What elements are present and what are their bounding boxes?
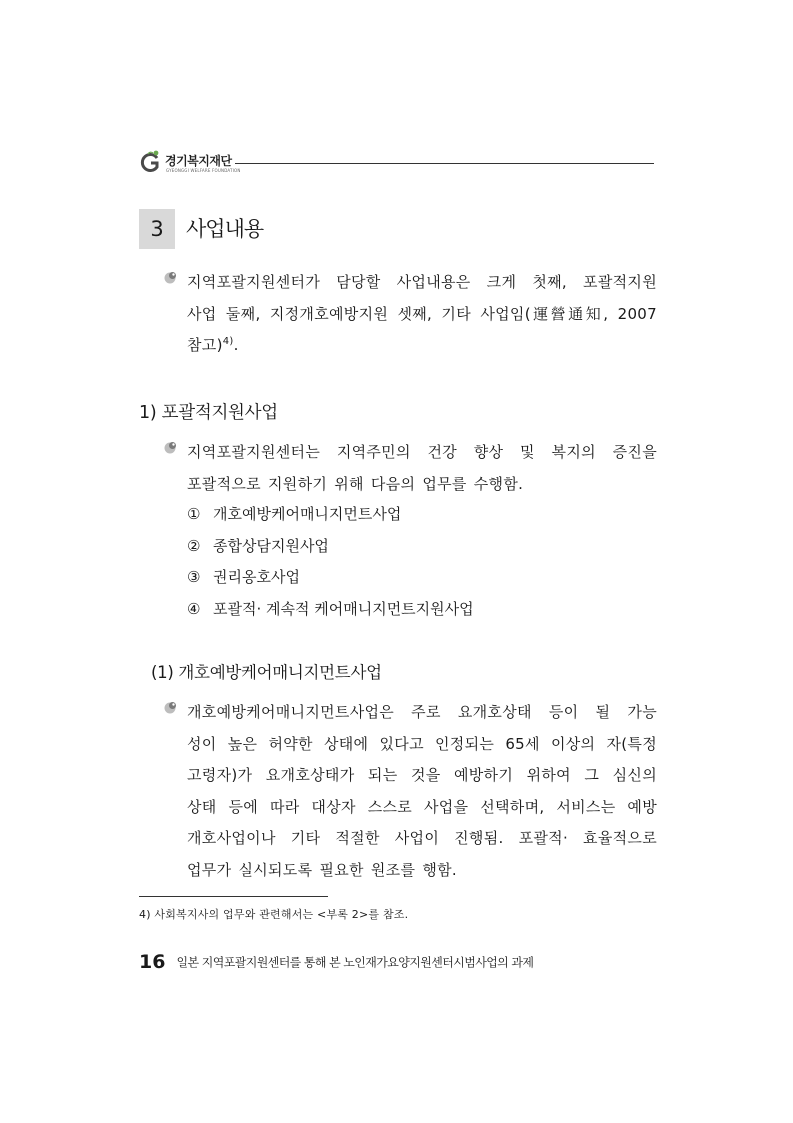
- subsection-heading-1-1: (1) 개호예방케어매니지먼트사업: [151, 663, 382, 682]
- intro-line-3-text: 참고): [187, 336, 223, 354]
- list-item-label: 권리옹호사업: [213, 568, 300, 586]
- page-footer: [139, 951, 533, 973]
- running-title: 일본 지역포괄지원센터를 통해 본 노인재가요양지원센터시범사업의 과제: [176, 955, 534, 970]
- intro-line-2: 사업 둘째, 지정개호예방지원 셋째, 기타 사업임(運營通知, 2007: [187, 304, 657, 323]
- page-number: 16: [139, 951, 166, 973]
- subsection-1-line-1: 지역포괄지원센터는 지역주민의 건강 향상 및 복지의 증진을: [187, 443, 657, 461]
- list-item-label: 개호예방케어매니지먼트사업: [213, 505, 402, 523]
- subsection-1-1-line-4: 상태 등에 따라 대상자 스스로 사업을 선택하며, 서비스는 예방: [187, 797, 657, 816]
- foundation-logo-icon: [139, 150, 161, 174]
- intro-line-1: 지역포괄지원센터가 담당할 사업내용은 크게 첫째, 포괄적지원: [187, 273, 657, 291]
- list-item: [187, 594, 474, 626]
- bullet-icon: [163, 700, 178, 715]
- list-item-number: ③: [187, 568, 201, 586]
- subsection-1-1-line-3: 고령자)가 요개호상태가 되는 것을 예방하기 위하여 그 심신의: [187, 766, 657, 784]
- footnote-ref: 4): [222, 336, 234, 347]
- list-item-label: 포괄적· 계속적 케어매니지먼트지원사업: [213, 599, 474, 618]
- footnote: 4) 사회복지사의 업무와 관련해서는 <부록 2>를 참조.: [139, 908, 409, 921]
- intro-line-3: [187, 330, 657, 362]
- subsection-heading-1: 1) 포괄적지원사업: [139, 403, 278, 423]
- footnote-rule: [139, 896, 328, 897]
- subsection-1-1-paragraph: [163, 697, 657, 886]
- numbered-list: [187, 499, 474, 625]
- logo-subtext: GYEONGGI WELFARE FOUNDATION: [166, 168, 241, 173]
- list-item-number: ②: [187, 536, 201, 555]
- header-rule: [235, 163, 654, 164]
- subsection-1-line-2: 포괄적으로 지원하기 위해 다음의 업무를 수행함.: [187, 474, 524, 493]
- subsection-1-1-line-1: 개호예방케어매니지먼트사업은 주로 요개호상태 등이 될 가능: [187, 703, 657, 721]
- bullet-icon: [163, 440, 178, 455]
- logo-text: 경기복지재단: [165, 154, 232, 168]
- intro-paragraph: [163, 267, 657, 362]
- list-item: [187, 499, 474, 531]
- page-header: [139, 148, 654, 180]
- subsection-1-1-line-6: 업무가 실시되도록 필요한 원조를 행함.: [187, 860, 457, 879]
- subsection-1-paragraph: [163, 437, 657, 500]
- list-item-number: ①: [187, 505, 201, 523]
- bullet-icon: [163, 270, 178, 285]
- list-item-label: 종합상담지원사업: [213, 536, 329, 555]
- intro-line-3-tail: .: [233, 336, 239, 354]
- list-item: [187, 531, 474, 563]
- list-item-number: ④: [187, 599, 201, 618]
- list-item: [187, 562, 474, 594]
- subsection-1-1-line-2: 성이 높은 허약한 상태에 있다고 인정되는 65세 이상의 자(특정: [187, 734, 657, 753]
- subsection-1-1-line-5: 개호사업이나 기타 적절한 사업이 진행됨. 포괄적· 효율적으로: [187, 829, 657, 847]
- section-title: 사업내용: [186, 217, 264, 241]
- section-number: 3: [139, 209, 175, 249]
